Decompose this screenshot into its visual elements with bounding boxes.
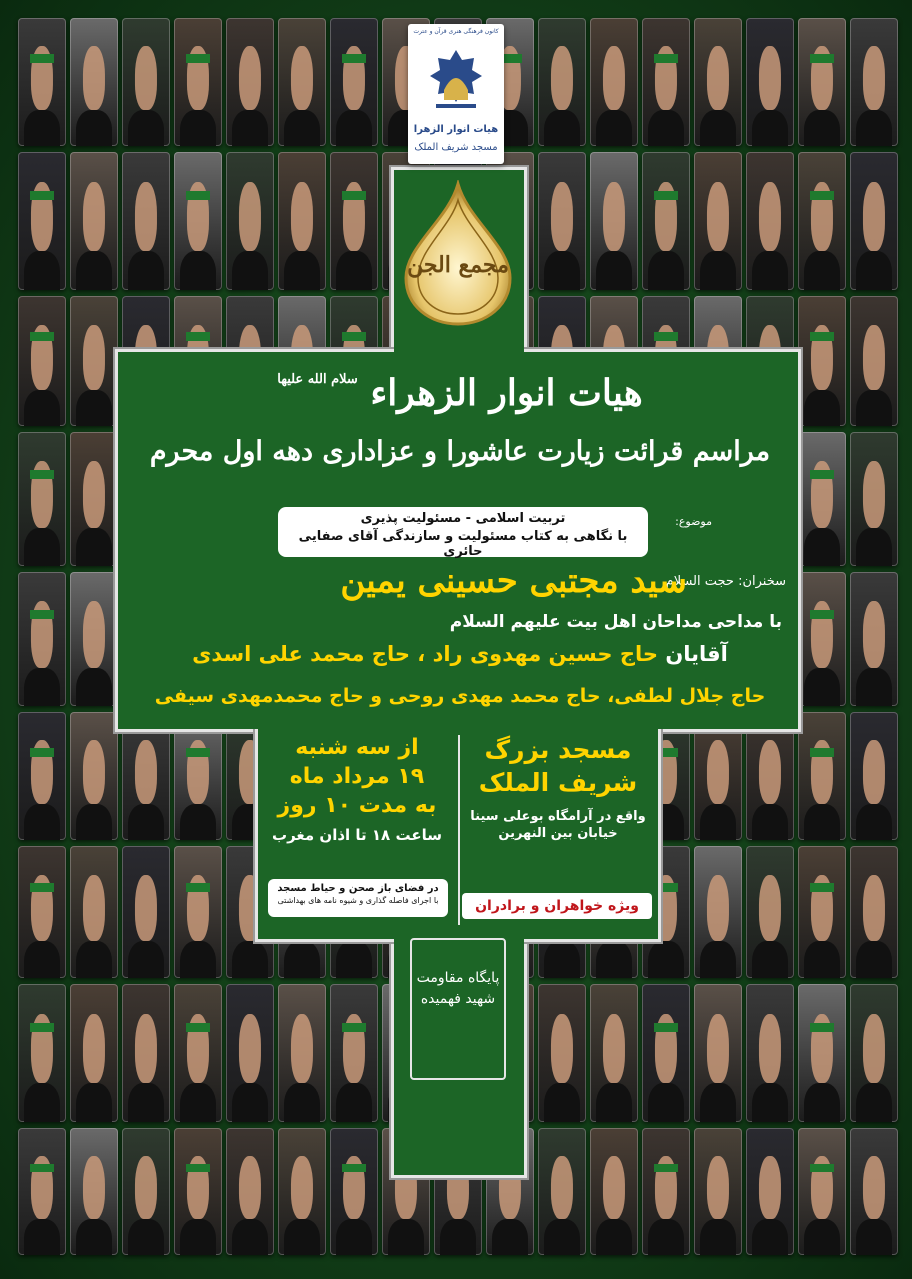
drop-text: مجمع الجن: [407, 252, 509, 278]
photo-tile: [174, 152, 222, 290]
photo-tile: [694, 1128, 742, 1255]
photo-tile: [850, 152, 898, 290]
photo-tile: [798, 18, 846, 146]
heyat-title: [130, 372, 790, 414]
schedule-note: [268, 879, 448, 917]
dome-icon: [426, 46, 486, 116]
photo-tile: [850, 432, 898, 566]
logo-top-text: کانون فرهنگی هنری قرآن و عترت: [413, 28, 499, 35]
photo-tile: [798, 846, 846, 978]
topic-line1: تربیت اسلامی - مسئولیت پذیری: [360, 511, 566, 526]
photo-tile: [18, 152, 66, 290]
photo-tile: [18, 846, 66, 978]
madahan-names1: حاج حسین مهدوی راد ، حاج محمد علی اسدی: [192, 642, 658, 666]
photo-tile: [18, 572, 66, 706]
photo-tile: [18, 18, 66, 146]
photo-tile: [70, 18, 118, 146]
heyat-logo: [408, 24, 504, 164]
photo-tile: [694, 846, 742, 978]
schedule-day: از سه شنبه: [295, 735, 419, 760]
photo-tile: [642, 984, 690, 1122]
photo-tile: [798, 984, 846, 1122]
photo-tile: [746, 1128, 794, 1255]
photo-tile: [174, 18, 222, 146]
golden-drop-emblem: [398, 180, 518, 328]
photo-tile: [746, 846, 794, 978]
photo-tile: [330, 984, 378, 1122]
topic-line2: با نگاهی به کتاب مسئولیت و سازندگی آقای صفایی حائری: [298, 529, 628, 559]
photo-tile: [538, 18, 586, 146]
photo-tile: [18, 296, 66, 426]
photo-tile: [226, 18, 274, 146]
photo-tile: [746, 712, 794, 840]
photo-tile: [70, 296, 118, 426]
photo-tile: [70, 432, 118, 566]
photo-tile: [174, 984, 222, 1122]
photo-tile: [122, 18, 170, 146]
venue-line2: شریف الملک: [478, 768, 638, 797]
photo-tile: [538, 152, 586, 290]
photo-tile: [278, 984, 326, 1122]
ceremony-title: مراسم قرائت زیارت عاشورا و عزاداری دهه اول محرم: [149, 436, 771, 467]
photo-tile: [70, 152, 118, 290]
speaker-name: سید مجتبی حسینی یمین: [340, 561, 687, 601]
photo-tile: [226, 984, 274, 1122]
photo-tile: [18, 1128, 66, 1255]
photo-tile: [70, 984, 118, 1122]
venue-address1: واقع در آرامگاه بوعلی سینا: [470, 809, 646, 824]
topic-label: موضوع:: [675, 515, 712, 528]
heyat-title-text: هیات انوار الزهراء: [370, 372, 643, 414]
divider: [458, 735, 460, 925]
photo-tile: [330, 1128, 378, 1255]
photo-tile: [70, 572, 118, 706]
photo-tile: [694, 152, 742, 290]
photo-tile: [122, 152, 170, 290]
photo-tile: [18, 712, 66, 840]
photo-tile: [174, 1128, 222, 1255]
photo-tile: [538, 984, 586, 1122]
photo-tile: [278, 1128, 326, 1255]
photo-tile: [798, 572, 846, 706]
photo-tile: [70, 846, 118, 978]
photo-tile: [798, 152, 846, 290]
schedule-time: ساعت ۱۸ تا اذان مغرب: [272, 826, 442, 844]
logo-name: هیات انوار الزهرا: [413, 124, 499, 135]
photo-tile: [694, 712, 742, 840]
photo-tile: [694, 18, 742, 146]
photo-tile: [278, 18, 326, 146]
photo-tile: [330, 152, 378, 290]
photo-tile: [330, 18, 378, 146]
photo-tile: [746, 152, 794, 290]
venue-line1: مسجد بزرگ: [484, 735, 632, 764]
salam-text: سلام الله علیها: [277, 372, 358, 387]
madahan-prefix: آقایان: [665, 642, 728, 666]
photo-tile: [642, 1128, 690, 1255]
venue-block: [462, 735, 654, 841]
photo-tile: [746, 18, 794, 146]
photo-tile: [18, 984, 66, 1122]
photo-tile: [122, 846, 170, 978]
photo-tile: [174, 846, 222, 978]
photo-tile: [850, 18, 898, 146]
photo-tile: [122, 984, 170, 1122]
photo-tile: [746, 984, 794, 1122]
photo-tile: [538, 1128, 586, 1255]
photo-tile: [850, 1128, 898, 1255]
schedule-date: ۱۹ مرداد ماه: [289, 764, 425, 789]
photo-tile: [798, 712, 846, 840]
venue-address2: خیابان بین النهرین: [498, 826, 618, 841]
speaker-label: سخنران: حجت السلام: [665, 574, 786, 589]
photo-tile: [798, 296, 846, 426]
schedule-note1: در فضای باز صحن و حیاط مسجد: [277, 883, 439, 894]
schedule-note2: با اجرای فاصله گذاری و شیوه نامه های بهداشتی: [277, 896, 439, 905]
photo-tile: [642, 18, 690, 146]
madahan-intro: با مداحی مداحان اهل بیت علیهم السلام: [449, 612, 782, 632]
photo-tile: [798, 432, 846, 566]
photo-tile: [590, 984, 638, 1122]
photo-tile: [590, 1128, 638, 1255]
photo-tile: [694, 984, 742, 1122]
photo-tile: [642, 152, 690, 290]
schedule-block: [262, 735, 452, 844]
madahan-line2: حاج جلال لطفی، حاج محمد مهدی روحی و حاج محمدمهدی سیفی: [154, 685, 766, 707]
photo-tile: [70, 1128, 118, 1255]
photo-tile: [174, 712, 222, 840]
photo-tile: [850, 984, 898, 1122]
photo-tile: [850, 572, 898, 706]
logo-mosque: مسجد شریف الملک: [414, 142, 498, 153]
photo-tile: [18, 432, 66, 566]
photo-tile: [590, 152, 638, 290]
audience-badge: ویژه خواهران و برادران: [462, 893, 652, 919]
photo-tile: [798, 1128, 846, 1255]
photo-tile: [70, 712, 118, 840]
photo-tile: [850, 846, 898, 978]
base-box: پایگاه مقاومت شهید فهمیده: [410, 938, 506, 1080]
schedule-duration: به مدت ۱۰ روز: [277, 793, 437, 818]
madahan-line1: [130, 642, 790, 666]
photo-tile: [226, 1128, 274, 1255]
photo-tile: [850, 712, 898, 840]
topic-box: [278, 507, 712, 559]
photo-tile: [122, 1128, 170, 1255]
photo-tile: [590, 18, 638, 146]
photo-tile: [278, 152, 326, 290]
photo-tile: [226, 152, 274, 290]
photo-tile: [850, 296, 898, 426]
photo-tile: [122, 712, 170, 840]
